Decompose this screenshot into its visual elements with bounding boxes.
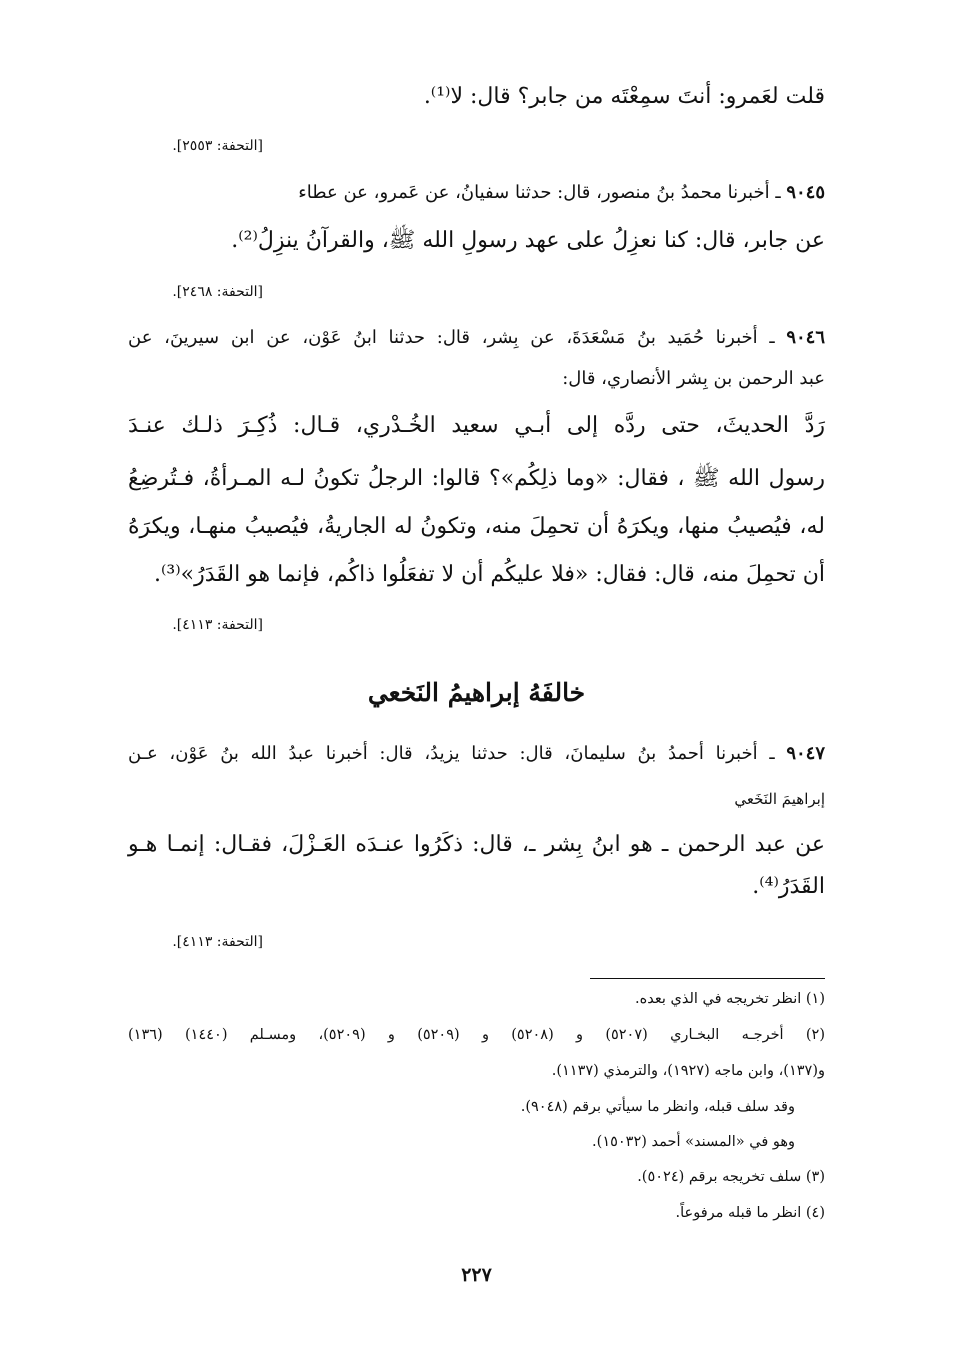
hadith-9046-line-1 bbox=[128, 327, 825, 348]
text-line: قلت لعَمرو: أنتَ سمِعْتَه من جابر؟ قال: لا⁽¹⁾. bbox=[423, 84, 825, 109]
footnote-3: (٣) سلف تخريجه برقم (٥٠٢٤). bbox=[637, 1169, 825, 1185]
hadith-9046-line-3: رَدَّ الحديثَ، حتى ردَّه إلى أبـي سعيد الخُـدْري، قـال: ذُكِـرَ ذلـك عنـدَ bbox=[128, 413, 825, 438]
hadith-text: ـ أخبرنا محمدُ بنُ منصور، قال: حدثنا سفيانُ، عن عَمرو، عن عطاء bbox=[298, 182, 781, 203]
hadith-number: ٩٠٤٧ bbox=[786, 743, 825, 764]
footnote-2-continued: و(١٣٧)، وابن ماجه (١٩٢٧)، والترمذي (١١٣٧). bbox=[551, 1063, 825, 1079]
footnote-1: (١) انظر تخريجه في الذي بعده. bbox=[635, 991, 825, 1007]
hadith-text: ـ أخبرنا حُمَيد بنُ مَسْعَدَةَ، عن بِشر، قال: حدثنا ابنُ عَوْن، عن ابن سيرينَ، عن bbox=[128, 327, 775, 348]
hadith-9045-line-1 bbox=[298, 182, 825, 203]
page-number: ٢٢٧ bbox=[461, 1264, 492, 1286]
hadith-text: ـ أخبرنا أحمدُ بنُ سليمانَ، قال: حدثنا يزيدُ، قال: أخبرنا عبدُ الله بنُ عَوْن، عـن bbox=[128, 743, 775, 764]
hadith-number: ٩٠٤٥ bbox=[786, 182, 825, 203]
section-heading: خالفَهُ إبراهيمُ النَخعي bbox=[367, 678, 586, 707]
hadith-9045-line-2: عن جابر، قال: كنا نعزِلُ على عهد رسولِ الله ﷺ، والقرآنُ ينزِلُ⁽²⁾. bbox=[231, 228, 825, 253]
hadith-9047-line-1 bbox=[128, 743, 825, 764]
footnote-2-note: وهو في «المسند» أحمد (١٥٠٣٢). bbox=[592, 1134, 795, 1150]
tuhfa-reference: [التحفة: ٢٥٥٣]. bbox=[172, 138, 263, 154]
tuhfa-reference: [التحفة: ٤١١٣]. bbox=[172, 934, 263, 950]
hadith-9047-line-3: عن عبد الرحمن ـ هو ابنُ بِشر ـ، قال: ذكَرُوا عنـدَه العَـزْلَ، فقـال: إنمـا هـو bbox=[128, 832, 825, 857]
tuhfa-reference: [التحفة: ٤١١٣]. bbox=[172, 617, 263, 633]
hadith-9046-line-2: عبد الرحمن بن بِشر الأنصاري، قال: bbox=[562, 368, 825, 389]
footnote-4: (٤) انظر ما قبله مرفوعاً. bbox=[675, 1205, 825, 1221]
footnote-separator bbox=[590, 978, 825, 979]
footnote-2-note: وقد سلف قبله، وانظر ما سيأتي برقم (٩٠٤٨). bbox=[520, 1099, 795, 1115]
hadith-9046-line-4: رسول الله ﷺ ، فقال: «وما ذلِكُم»؟ قالوا: الرجلُ تكونُ لـه المـرأةُ، فـتُرضِعُ bbox=[128, 466, 825, 491]
footnote-2: (٢) أخرجـه البخـاري (٥٢٠٧) و (٥٢٠٨) و (٥٢٠٩) و (٥٢٠٩)، ومسـلم (١٤٤٠) (١٣٦) bbox=[128, 1027, 825, 1043]
hadith-9047-line-4: القَدَرُ⁽⁴⁾. bbox=[752, 874, 825, 899]
hadith-9046-line-6: أن تحمِلَ منه، قال: فقال: «فلا عليكُم أن لا تفعَلُوا ذاكُم، فإنما هو القَدَرُ»⁽³⁾. bbox=[153, 562, 825, 587]
tuhfa-reference: [التحفة: ٢٤٦٨]. bbox=[172, 284, 263, 300]
hadith-number: ٩٠٤٦ bbox=[786, 327, 825, 348]
hadith-9046-line-5: له، فيُصيبُ منها، ويكرَهُ أن تحمِلَ منه، وتكونُ له الجاريةُ، فيُصيبُ منهـا، ويكرَهُ bbox=[128, 514, 825, 539]
hadith-9047-line-2: إبراهيمَ النَخَعي bbox=[734, 790, 825, 808]
